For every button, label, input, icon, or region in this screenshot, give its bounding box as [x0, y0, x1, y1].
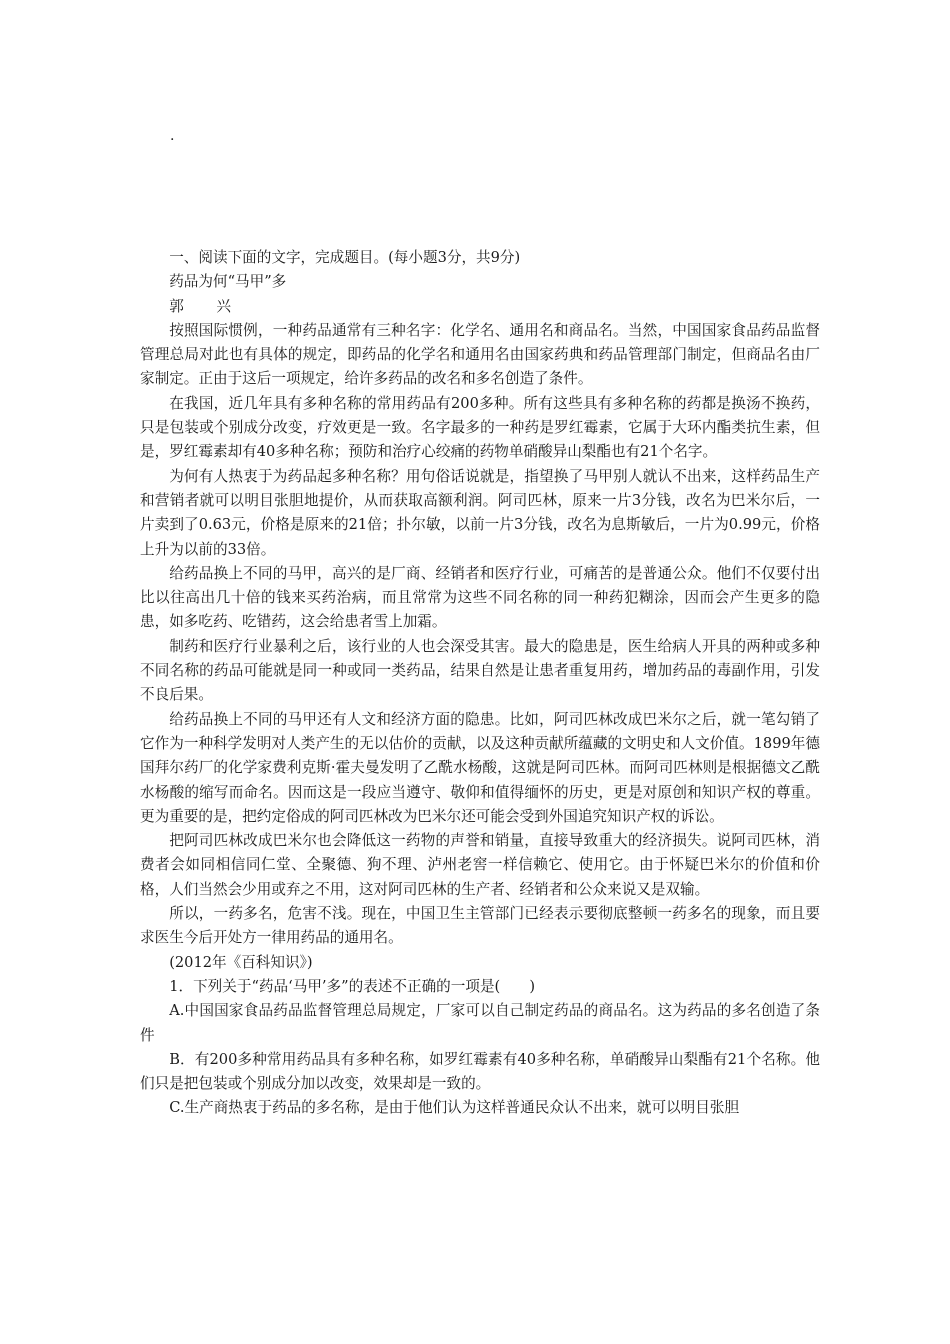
section-heading: 一、阅读下面的文字，完成题目。(每小题3分，共9分) [169, 249, 521, 266]
article-paragraph: 把阿司匹林改成巴米尔也会降低这一药物的声誉和销量，直接导致重大的经济损失。说阿司匹林，消费者会如同相信同仁堂、全聚德、狗不理、泸州老窖一样信赖它、使用它。由于怀疑巴米尔的价值和价格，人们当然会少用或弃之不用，这对阿司匹林的生产者、经销者和公众来说又是双输。 [140, 832, 820, 898]
top-mark: . [170, 128, 175, 144]
article-author: 郭 兴 [169, 297, 246, 315]
article-source: (2012年《百科知识》) [169, 953, 313, 971]
article-title: 药品为何“马甲”多 [169, 273, 287, 291]
question-stem: 1．下列关于“药品‘马甲’多”的表述不正确的一项是( ) [169, 977, 536, 995]
article-paragraph: 给药品换上不同的马甲，高兴的是厂商、经销者和医疗行业，可痛苦的是普通公众。他们不仅要付出比以往高出几十倍的钱来买药治病，而且常常为这些不同名称的同一种药犯糊涂，因而会产生更多的隐患，如多吃药、吃错药，这会给患者雪上加霜。 [140, 564, 820, 631]
article-paragraph: 制药和医疗行业暴利之后，该行业的人也会深受其害。最大的隐患是，医生给病人开具的两种或多种不同名称的药品可能就是同一种或同一类药品，结果自然是让患者重复用药，增加药品的毒副作用，引发不良后果。 [140, 637, 820, 704]
article-paragraph: 所以，一药多名，危害不浅。现在，中国卫生主管部门已经表示要彻底整顿一药多名的现象，而且要求医生今后开处方一律用药品的通用名。 [140, 905, 820, 947]
article-paragraph: 在我国，近几年具有多种名称的常用药品有200多种。所有这些具有多种名称的药都是换汤不换药，只是包装或个别成分改变，疗效更是一致。名字最多的一种药是罗红霉素，它属于大环内酯类抗生素，但是，罗红霉素却有40多种名称；预防和治疗心绞痛的药物单硝酸异山梨酯也有21个名字。 [140, 394, 820, 461]
answer-option-c: C.生产商热衷于药品的多名称，是由于他们认为这样普通民众认不出来，就可以明目张胆 [169, 1099, 740, 1117]
article-paragraph: 为何有人热衷于为药品起多种名称？用句俗话说就是，指望换了马甲别人就认不出来，这样药品生产和营销者就可以明目张胆地提价，从而获取高额利润。阿司匹林，原来一片3分钱，改名为巴米尔后，一片卖到了0.63元，价格是原来的21倍；扑尔敏，以前一片3分钱，改名为息斯敏后，一片为0.99元，价格上升为以前的33倍。 [140, 467, 820, 558]
article-paragraph: 按照国际惯例，一种药品通常有三种名字：化学名、通用名和商品名。当然，中国国家食品药品监督管理总局对此也有具体的规定，即药品的化学名和通用名由国家药典和药品管理部门制定，但商品名由厂家制定。正由于这后一项规定，给许多药品的改名和多名创造了条件。 [140, 321, 820, 388]
article-paragraph: 给药品换上不同的马甲还有人文和经济方面的隐患。比如，阿司匹林改成巴米尔之后，就一笔勾销了它作为一种科学发明对人类产生的无以估价的贡献，以及这种贡献所蕴藏的文明史和人文价值。1899年德国拜尔药厂的化学家费利克斯·霍夫曼发明了乙酰水杨酸，这就是阿司匹林。而阿司匹林则是根据德文乙酰水杨酸的缩写而命名。因而这是一段应当遵守、敬仰和值得缅怀的历史，更是对原创和知识产权的尊重。更为重要的是，把约定俗成的阿司匹林改为巴米尔还可能会受到外国追究知识产权的诉讼。 [140, 710, 820, 825]
answer-option-a: A.中国国家食品药品监督管理总局规定，厂家可以自己制定药品的商品名。这为药品的多名创造了条件 [140, 1002, 820, 1044]
document-body [140, 246, 820, 1121]
answer-option-b: B．有200多种常用药品具有多种名称，如罗红霉素有40多种名称，单硝酸异山梨酯有21个名称。他们只是把包装或个别成分加以改变，效果却是一致的。 [140, 1050, 820, 1093]
